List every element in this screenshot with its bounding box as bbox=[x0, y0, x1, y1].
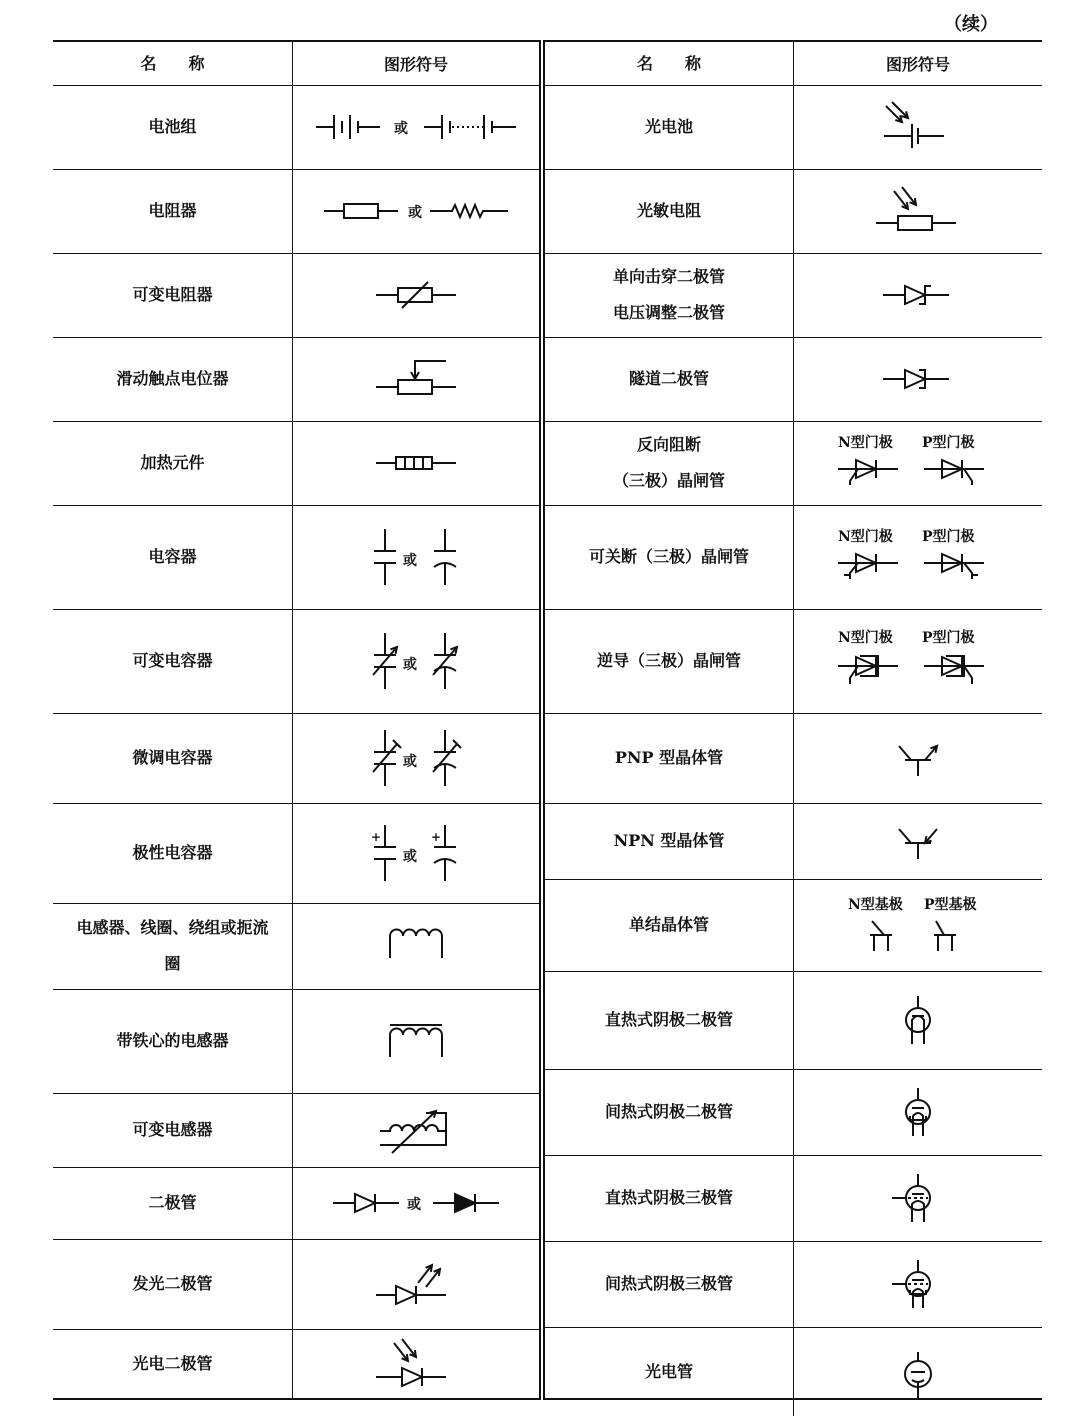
component-name bbox=[545, 1069, 793, 1155]
component-name-line: 间热式阴极三极管 bbox=[604, 1274, 733, 1293]
component-name bbox=[53, 253, 292, 337]
component-name-line: 滑动触点电位器 bbox=[116, 369, 229, 388]
component-name-line: （三极）晶闸管 bbox=[612, 471, 725, 490]
indirect-heated-diode-tube-symbol-icon bbox=[793, 1069, 1042, 1155]
svg-text:或: 或 bbox=[403, 553, 417, 569]
table-row bbox=[53, 803, 539, 904]
component-name bbox=[53, 609, 292, 713]
phototube-symbol-icon bbox=[793, 1327, 1042, 1416]
table-row bbox=[545, 85, 1042, 170]
svg-text:+: + bbox=[431, 830, 442, 844]
component-name bbox=[545, 1327, 793, 1416]
trimmer-capacitor-symbol-icon bbox=[292, 713, 539, 803]
npn-transistor-symbol-icon bbox=[793, 803, 1042, 879]
capacitor-symbol-icon bbox=[292, 505, 539, 609]
svg-text:或: 或 bbox=[403, 657, 417, 673]
component-name bbox=[545, 971, 793, 1069]
variable-capacitor-symbol-icon bbox=[292, 609, 539, 713]
photodiode-symbol-icon bbox=[292, 1329, 539, 1398]
component-name bbox=[545, 85, 793, 169]
zener-diode-symbol-icon bbox=[793, 253, 1042, 337]
table-row bbox=[545, 971, 1042, 1070]
component-name bbox=[545, 1155, 793, 1241]
component-name bbox=[53, 989, 292, 1093]
svg-text:或: 或 bbox=[403, 849, 417, 865]
reverse-blocking-thyristor-symbol-icon bbox=[793, 421, 1042, 505]
component-name bbox=[545, 609, 793, 713]
component-name-line: 二极管 bbox=[148, 1193, 197, 1212]
component-name-line: 极性电容器 bbox=[132, 843, 213, 862]
table-row bbox=[53, 169, 539, 254]
table-row bbox=[53, 989, 539, 1094]
component-name bbox=[53, 85, 292, 169]
component-name bbox=[545, 169, 793, 253]
component-name bbox=[53, 421, 292, 505]
component-name-line: 电阻器 bbox=[148, 201, 197, 220]
variable-inductor-symbol-icon bbox=[292, 1093, 539, 1167]
component-name bbox=[53, 169, 292, 253]
component-name bbox=[53, 903, 292, 989]
svg-text:P型门极: P型门极 bbox=[922, 435, 975, 451]
component-name bbox=[545, 505, 793, 609]
table-row bbox=[545, 505, 1042, 610]
component-name bbox=[545, 253, 793, 337]
svg-text:P型门极: P型门极 bbox=[922, 529, 975, 545]
table-row bbox=[53, 505, 539, 610]
iron-core-inductor-symbol-icon bbox=[292, 989, 539, 1093]
photoresistor-symbol-icon bbox=[793, 169, 1042, 253]
component-name bbox=[545, 421, 793, 505]
header-symbol: 图形符号 bbox=[793, 42, 1042, 85]
component-name bbox=[545, 713, 793, 803]
component-name-line: 可变电阻器 bbox=[132, 285, 213, 304]
inductor-symbol-icon bbox=[292, 903, 539, 989]
table-row bbox=[545, 609, 1042, 714]
header-symbol: 图形符号 bbox=[292, 42, 539, 85]
component-name-line: 逆导（三极）晶闸管 bbox=[596, 651, 741, 670]
component-name-line: NPN 型晶体管 bbox=[613, 831, 725, 850]
table-row bbox=[53, 421, 539, 506]
component-name-line: 直热式阴极二极管 bbox=[604, 1010, 733, 1029]
direct-heated-diode-tube-symbol-icon bbox=[793, 971, 1042, 1069]
header-name: 名 称 bbox=[140, 53, 205, 73]
component-name-line: 隧道二极管 bbox=[628, 369, 709, 388]
component-name bbox=[53, 803, 292, 903]
table-row bbox=[53, 85, 539, 170]
component-name-line: 可变电感器 bbox=[132, 1120, 213, 1139]
svg-text:P型基极: P型基极 bbox=[924, 897, 977, 913]
component-name-line: 电压调整二极管 bbox=[612, 303, 725, 322]
table-row bbox=[53, 713, 539, 804]
component-name-line: 光电池 bbox=[644, 117, 693, 136]
component-name-line: 带铁心的电感器 bbox=[116, 1031, 229, 1050]
component-name-line: 微调电容器 bbox=[132, 748, 213, 767]
component-name-line: PNP 型晶体管 bbox=[614, 748, 724, 767]
component-name-line: 间热式阴极二极管 bbox=[604, 1102, 733, 1121]
battery-symbol-icon bbox=[292, 85, 539, 169]
diode-symbol-icon bbox=[292, 1167, 539, 1239]
table-row bbox=[545, 169, 1042, 254]
component-name-line: 直热式阴极三极管 bbox=[604, 1188, 733, 1207]
component-name bbox=[545, 337, 793, 421]
svg-text:或: 或 bbox=[394, 121, 408, 137]
table-row bbox=[545, 879, 1042, 972]
component-name-line: 反向阻断 bbox=[636, 435, 701, 454]
potentiometer-symbol-icon bbox=[292, 337, 539, 421]
gto-thyristor-symbol-icon bbox=[793, 505, 1042, 609]
indirect-heated-triode-tube-symbol-icon bbox=[793, 1241, 1042, 1327]
component-name-line: 单向击穿二极管 bbox=[612, 267, 725, 286]
table-row bbox=[53, 253, 539, 338]
component-name bbox=[53, 1329, 292, 1398]
heating-element-symbol-icon bbox=[292, 421, 539, 505]
table-row bbox=[545, 1327, 1042, 1416]
svg-text:P型门极: P型门极 bbox=[922, 630, 975, 646]
svg-text:N型门极: N型门极 bbox=[838, 630, 893, 646]
svg-text:N型门极: N型门极 bbox=[838, 435, 893, 451]
component-name-line: 光敏电阻 bbox=[636, 201, 701, 220]
component-name bbox=[545, 803, 793, 879]
led-symbol-icon bbox=[292, 1239, 539, 1329]
svg-text:或: 或 bbox=[403, 754, 417, 770]
svg-text:+: + bbox=[371, 830, 382, 844]
svg-text:或: 或 bbox=[408, 205, 422, 221]
photocell-symbol-icon bbox=[793, 85, 1042, 169]
component-name-line: 电容器 bbox=[148, 547, 197, 566]
table-row bbox=[53, 903, 539, 990]
component-name bbox=[53, 1093, 292, 1167]
component-name bbox=[545, 879, 793, 971]
header-name: 名 称 bbox=[636, 53, 701, 73]
component-name-line: 圈 bbox=[164, 954, 181, 973]
component-name bbox=[53, 1239, 292, 1329]
direct-heated-triode-tube-symbol-icon bbox=[793, 1155, 1042, 1241]
component-name-line: 加热元件 bbox=[140, 453, 205, 472]
component-name bbox=[53, 505, 292, 609]
component-name-line: 单结晶体管 bbox=[628, 915, 709, 934]
table-row bbox=[545, 421, 1042, 506]
table-row bbox=[545, 1155, 1042, 1242]
component-name-line: 电感器、线圈、绕组或扼流 bbox=[76, 918, 269, 937]
reverse-conducting-thyristor-symbol-icon bbox=[793, 609, 1042, 713]
continued-label: （续） bbox=[944, 14, 998, 35]
component-name bbox=[53, 1167, 292, 1239]
table-row bbox=[53, 1239, 539, 1330]
component-name-line: 可变电容器 bbox=[132, 651, 213, 670]
component-name-line: 光电管 bbox=[644, 1361, 693, 1381]
component-name-line: 可关断（三极）晶闸管 bbox=[588, 547, 749, 566]
table-row bbox=[53, 1093, 539, 1168]
component-name bbox=[545, 1241, 793, 1327]
header-row bbox=[545, 42, 1042, 86]
component-name-line: 电池组 bbox=[148, 117, 197, 136]
polarized-capacitor-symbol-icon bbox=[292, 803, 539, 903]
component-name-line: 光电二极管 bbox=[132, 1353, 213, 1373]
resistor-symbol-icon bbox=[292, 169, 539, 253]
table-row bbox=[545, 337, 1042, 422]
svg-text:或: 或 bbox=[407, 1197, 421, 1213]
component-name bbox=[53, 337, 292, 421]
table-row bbox=[545, 1241, 1042, 1328]
component-name-line: 发光二极管 bbox=[132, 1274, 213, 1293]
header-row bbox=[53, 42, 539, 86]
table-row bbox=[545, 803, 1042, 880]
svg-text:N型门极: N型门极 bbox=[838, 529, 893, 545]
table-row bbox=[53, 609, 539, 714]
table-row bbox=[545, 1069, 1042, 1156]
variable-resistor-symbol-icon bbox=[292, 253, 539, 337]
table-row bbox=[53, 337, 539, 422]
ujt-symbol-icon bbox=[793, 879, 1042, 971]
table-row bbox=[545, 253, 1042, 338]
table-row bbox=[53, 1329, 539, 1398]
left-table bbox=[53, 40, 541, 1400]
right-table bbox=[543, 40, 1042, 1400]
pnp-transistor-symbol-icon bbox=[793, 713, 1042, 803]
table-row bbox=[53, 1167, 539, 1240]
svg-text:N型基极: N型基极 bbox=[848, 897, 903, 913]
table-row bbox=[545, 713, 1042, 804]
component-name bbox=[53, 713, 292, 803]
tunnel-diode-symbol-icon bbox=[793, 337, 1042, 421]
